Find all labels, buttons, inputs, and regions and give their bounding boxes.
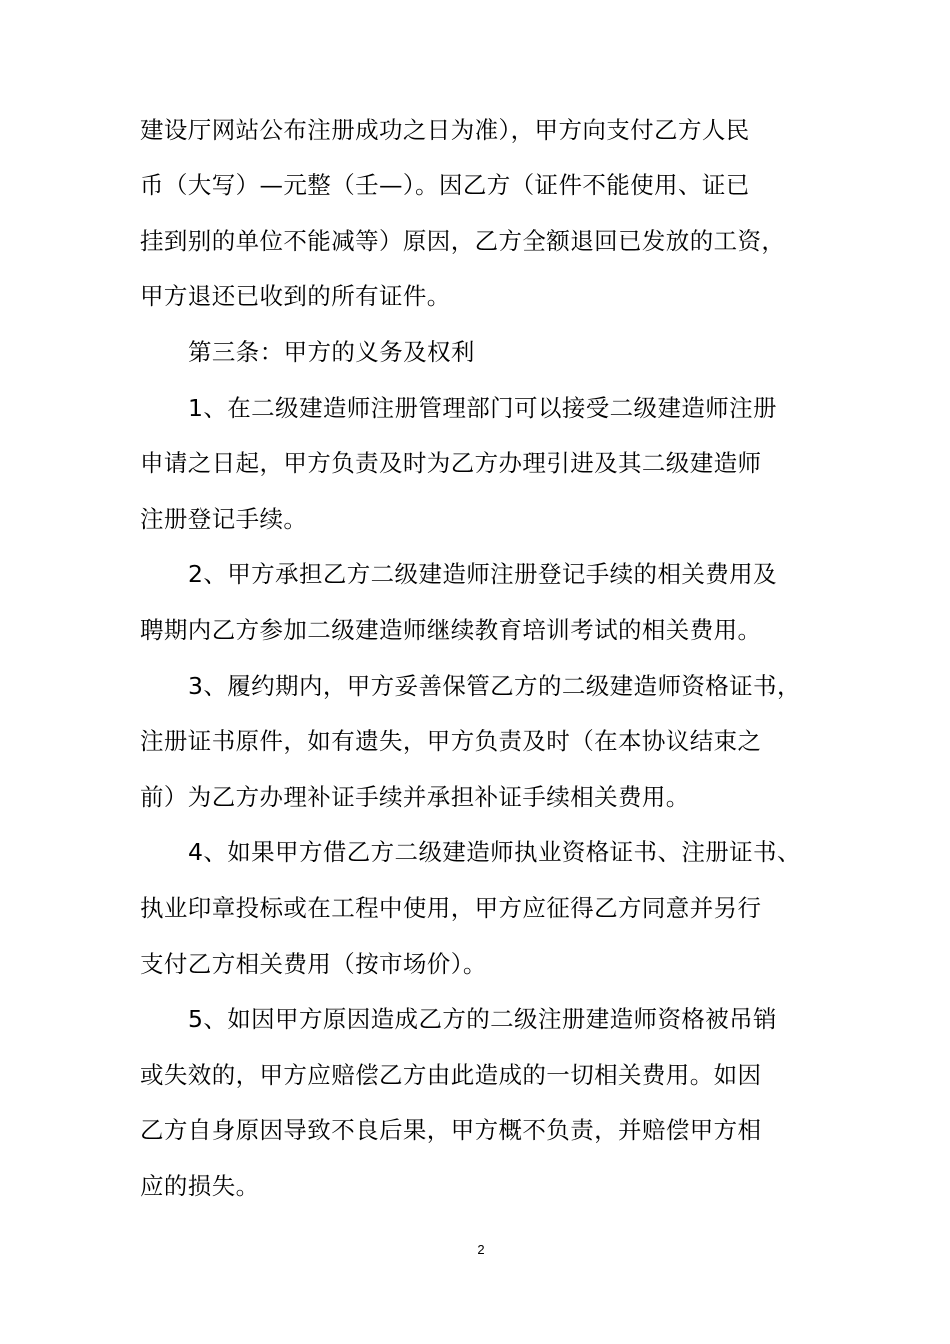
text-line: 支付乙方相关费用（按市场价）。 bbox=[140, 950, 487, 978]
text-line: 1、在二级建造师注册管理部门可以接受二级建造师注册 bbox=[188, 394, 777, 422]
text-line: 执业印章投标或在工程中使用，甲方应征得乙方同意并另行 bbox=[140, 894, 762, 922]
text-line: 4、如果甲方借乙方二级建造师执业资格证书、注册证书、 bbox=[188, 838, 801, 866]
text-line: 聘期内乙方参加二级建造师继续教育培训考试的相关费用。 bbox=[140, 616, 762, 644]
section-heading: 第三条：甲方的义务及权利 bbox=[188, 338, 475, 366]
text-line: 乙方自身原因导致不良后果，甲方概不负责，并赔偿甲方相 bbox=[140, 1116, 762, 1144]
text-line: 申请之日起，甲方负责及时为乙方办理引进及其二级建造师 bbox=[140, 449, 762, 477]
text-line: 应的损失。 bbox=[140, 1172, 260, 1200]
text-line: 注册证书原件，如有遗失，甲方负责及时（在本协议结束之 bbox=[140, 727, 762, 755]
text-line: 5、如因甲方原因造成乙方的二级注册建造师资格被吊销 bbox=[188, 1005, 777, 1033]
page-number: 2 bbox=[477, 1242, 485, 1257]
text-line: 2、甲方承担乙方二级建造师注册登记手续的相关费用及 bbox=[188, 560, 777, 588]
text-line: 或失效的，甲方应赔偿乙方由此造成的一切相关费用。如因 bbox=[140, 1061, 762, 1089]
text-line: 甲方退还已收到的所有证件。 bbox=[140, 282, 451, 310]
text-line: 挂到别的单位不能减等）原因，乙方全额退回已发放的工资， bbox=[140, 227, 786, 255]
text-line: 注册登记手续。 bbox=[140, 505, 308, 533]
text-line: 3、履约期内，甲方妥善保管乙方的二级建造师资格证书， bbox=[188, 672, 801, 700]
text-line: 前）为乙方办理补证手续并承担补证手续相关费用。 bbox=[140, 783, 690, 811]
text-line: 建设厅网站公布注册成功之日为准），甲方向支付乙方人民 bbox=[140, 116, 750, 144]
text-line: 币（大写）—元整（壬—）。因乙方（证件不能使用、证已 bbox=[140, 171, 750, 199]
